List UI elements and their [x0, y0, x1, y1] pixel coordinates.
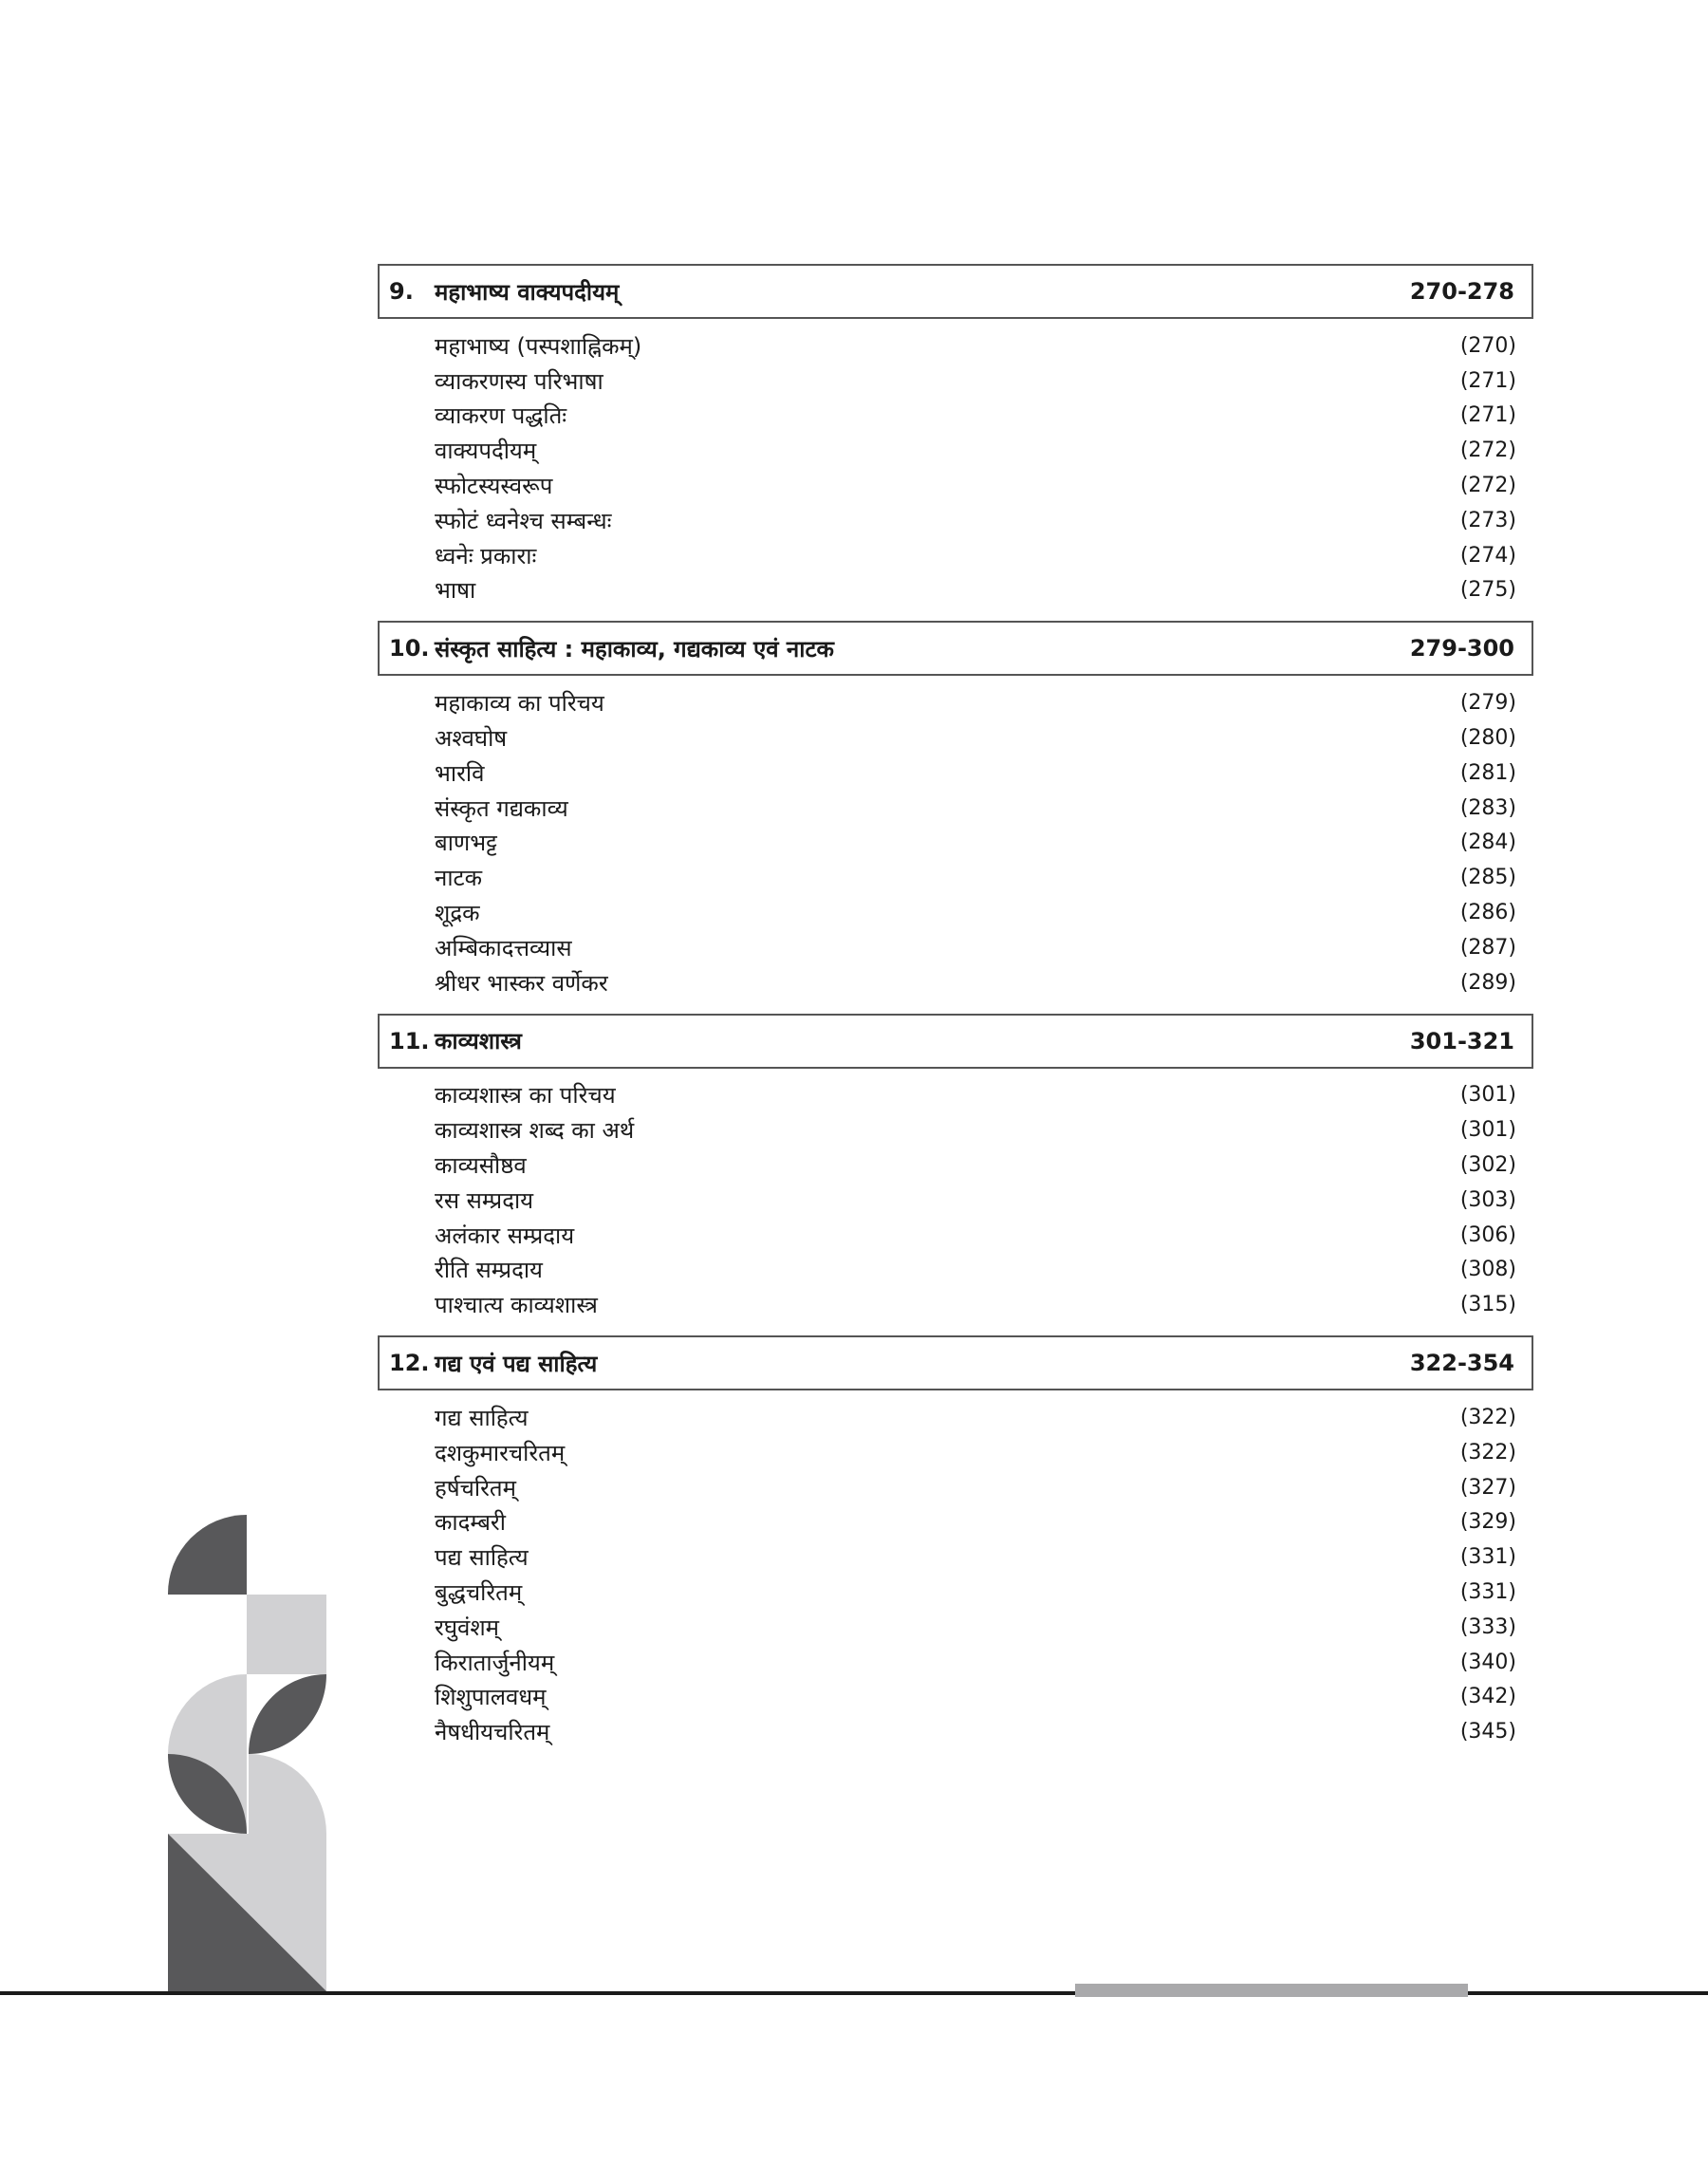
toc-entry — [378, 1610, 1533, 1645]
entry-title: रीति सम्प्रदाय — [435, 1257, 543, 1284]
entry-title: काव्यशास्त्र का परिचय — [435, 1082, 616, 1110]
chapter-title: काव्यशास्त्र — [435, 1028, 522, 1055]
toc-entry — [378, 930, 1533, 965]
entry-title: अलंकार सम्प्रदाय — [435, 1222, 575, 1249]
toc-entry — [378, 364, 1533, 399]
entry-title: अम्बिकादत्तव्यास — [435, 934, 572, 961]
entry-page-number: (284) — [1459, 830, 1516, 855]
chapter-number: 12. — [389, 1350, 430, 1377]
toc-entry — [378, 1078, 1533, 1113]
entry-page-number: (287) — [1459, 935, 1516, 960]
chapter-page-range: 279-300 — [1409, 635, 1514, 662]
toc-entry — [378, 791, 1533, 826]
entry-title: शूद्रक — [435, 900, 480, 927]
toc-entry — [378, 1183, 1533, 1218]
entry-list — [378, 1078, 1533, 1323]
entry-title: नाटक — [435, 865, 483, 892]
toc-entry — [378, 1287, 1533, 1322]
toc-entry — [378, 965, 1533, 1000]
entry-title: दशकुमारचरितम् — [435, 1439, 566, 1466]
entry-title: रघुवंशम् — [435, 1614, 500, 1641]
toc-entry — [378, 756, 1533, 791]
chapter-header — [378, 264, 1533, 319]
entry-page-number: (271) — [1459, 368, 1516, 393]
entry-title: ध्वनेः प्रकाराः — [435, 542, 537, 569]
entry-page-number: (273) — [1459, 508, 1516, 532]
entry-page-number: (345) — [1459, 1720, 1516, 1745]
chapter-page-range: 322-354 — [1409, 1350, 1514, 1377]
toc-entry — [378, 826, 1533, 861]
chapter-title: गद्य एवं पद्य साहित्य — [435, 1350, 598, 1377]
entry-page-number: (271) — [1459, 403, 1516, 428]
dark-leaf-shape-right — [249, 1674, 326, 1754]
table-of-contents — [378, 264, 1533, 1763]
toc-entry — [378, 1435, 1533, 1470]
toc-entry — [378, 685, 1533, 720]
entry-page-number: (270) — [1459, 333, 1516, 358]
chapter-header — [378, 621, 1533, 676]
entry-page-number: (329) — [1459, 1510, 1516, 1535]
toc-entry — [378, 1645, 1533, 1680]
entry-page-number: (272) — [1459, 474, 1516, 498]
entry-title: शिशुपालवधम् — [435, 1684, 547, 1711]
entry-page-number: (315) — [1459, 1293, 1516, 1317]
toc-entry — [378, 538, 1533, 573]
entry-title: स्फोटं ध्वनेश्च सम्बन्धः — [435, 507, 612, 534]
entry-title: अश्वघोष — [435, 725, 508, 753]
chapter-section — [378, 621, 1533, 999]
toc-entry — [378, 1112, 1533, 1147]
entry-title: काव्यसौष्ठव — [435, 1152, 527, 1180]
toc-entry — [378, 1505, 1533, 1540]
entry-title: रस सम्प्रदाय — [435, 1186, 534, 1214]
chapter-page-range: 270-278 — [1409, 278, 1514, 305]
toc-entry — [378, 328, 1533, 364]
entry-page-number: (286) — [1459, 901, 1516, 925]
entry-page-number: (303) — [1459, 1187, 1516, 1212]
entry-title: श्रीधर भास्कर वर्णेकर — [435, 969, 608, 997]
toc-entry — [378, 1147, 1533, 1183]
entry-page-number: (301) — [1459, 1083, 1516, 1108]
entry-page-number: (340) — [1459, 1650, 1516, 1674]
toc-entry — [378, 1680, 1533, 1715]
entry-title: पद्य साहित्य — [435, 1544, 529, 1572]
entry-title: हर्षचरितम् — [435, 1474, 516, 1502]
chapter-number: 9. — [389, 278, 414, 305]
toc-entry — [378, 1400, 1533, 1435]
toc-entry — [378, 503, 1533, 538]
entry-page-number: (274) — [1459, 543, 1516, 568]
entry-title: स्फोटस्यस्वरूप — [435, 473, 553, 500]
entry-page-number: (283) — [1459, 795, 1516, 820]
toc-entry — [378, 573, 1533, 608]
entry-page-number: (272) — [1459, 438, 1516, 463]
chapter-section — [378, 1014, 1533, 1323]
toc-entry — [378, 1253, 1533, 1288]
bottom-accent-bar — [1075, 1984, 1468, 1997]
entry-list — [378, 328, 1533, 607]
chapter-section — [378, 264, 1533, 607]
toc-entry — [378, 1714, 1533, 1749]
toc-entry — [378, 895, 1533, 930]
entry-title: किरातार्जुनीयम् — [435, 1649, 555, 1676]
entry-page-number: (281) — [1459, 760, 1516, 785]
entry-title: भाषा — [435, 577, 476, 605]
chapter-number: 10. — [389, 635, 430, 662]
entry-title: महाभाष्य (पस्पशाह्निकम्) — [435, 332, 642, 360]
entry-title: पाश्चात्य काव्यशास्त्र — [435, 1292, 598, 1319]
entry-page-number: (306) — [1459, 1222, 1516, 1247]
toc-entry — [378, 399, 1533, 434]
entry-page-number: (331) — [1459, 1580, 1516, 1604]
toc-entry — [378, 468, 1533, 503]
entry-title: संस्कृत गद्यकाव्य — [435, 794, 568, 822]
entry-title: काव्यशास्त्र शब्द का अर्थ — [435, 1117, 635, 1145]
entry-title: कादम्बरी — [435, 1509, 506, 1537]
entry-title: व्याकरणस्य परिभाषा — [435, 367, 603, 395]
entry-page-number: (322) — [1459, 1440, 1516, 1465]
entry-page-number: (342) — [1459, 1685, 1516, 1709]
toc-entry — [378, 1575, 1533, 1610]
toc-entry — [378, 1218, 1533, 1253]
entry-title: व्याकरण पद्धतिः — [435, 402, 567, 430]
entry-page-number: (285) — [1459, 866, 1516, 890]
entry-title: बाणभट्ट — [435, 830, 497, 857]
chapter-title: संस्कृत साहित्य : महाकाव्य, गद्यकाव्य एवं नाटक — [435, 635, 834, 662]
entry-page-number: (322) — [1459, 1406, 1516, 1430]
entry-list — [378, 685, 1533, 999]
toc-entry — [378, 433, 1533, 468]
light-square-shape — [247, 1595, 326, 1674]
entry-page-number: (301) — [1459, 1118, 1516, 1143]
entry-title: महाकाव्य का परिचय — [435, 690, 604, 718]
entry-page-number: (279) — [1459, 691, 1516, 716]
toc-entry — [378, 860, 1533, 895]
toc-entry — [378, 1470, 1533, 1505]
entry-page-number: (275) — [1459, 578, 1516, 603]
entry-page-number: (302) — [1459, 1153, 1516, 1178]
toc-entry — [378, 720, 1533, 756]
chapter-number: 11. — [389, 1027, 430, 1054]
entry-page-number: (289) — [1459, 970, 1516, 995]
entry-title: भारवि — [435, 759, 485, 787]
entry-page-number: (308) — [1459, 1258, 1516, 1282]
chapter-page-range: 301-321 — [1409, 1027, 1514, 1054]
entry-title: वाक्यपदीयम् — [435, 438, 537, 465]
entry-title: बुद्धचरितम् — [435, 1579, 523, 1606]
entry-title: गद्य साहित्य — [435, 1405, 529, 1432]
dark-quarter-circle-shape — [168, 1515, 247, 1595]
chapter-section — [378, 1335, 1533, 1749]
entry-list — [378, 1400, 1533, 1749]
entry-page-number: (327) — [1459, 1475, 1516, 1500]
entry-page-number: (331) — [1459, 1545, 1516, 1570]
light-arch-shape — [249, 1754, 326, 1834]
toc-entry — [378, 1539, 1533, 1575]
chapter-header — [378, 1014, 1533, 1069]
entry-title: नैषधीयचरितम् — [435, 1719, 550, 1746]
entry-page-number: (280) — [1459, 726, 1516, 751]
chapter-title: महाभाष्य वाक्यपदीयम् — [435, 278, 620, 306]
entry-page-number: (333) — [1459, 1614, 1516, 1639]
chapter-header — [378, 1335, 1533, 1390]
